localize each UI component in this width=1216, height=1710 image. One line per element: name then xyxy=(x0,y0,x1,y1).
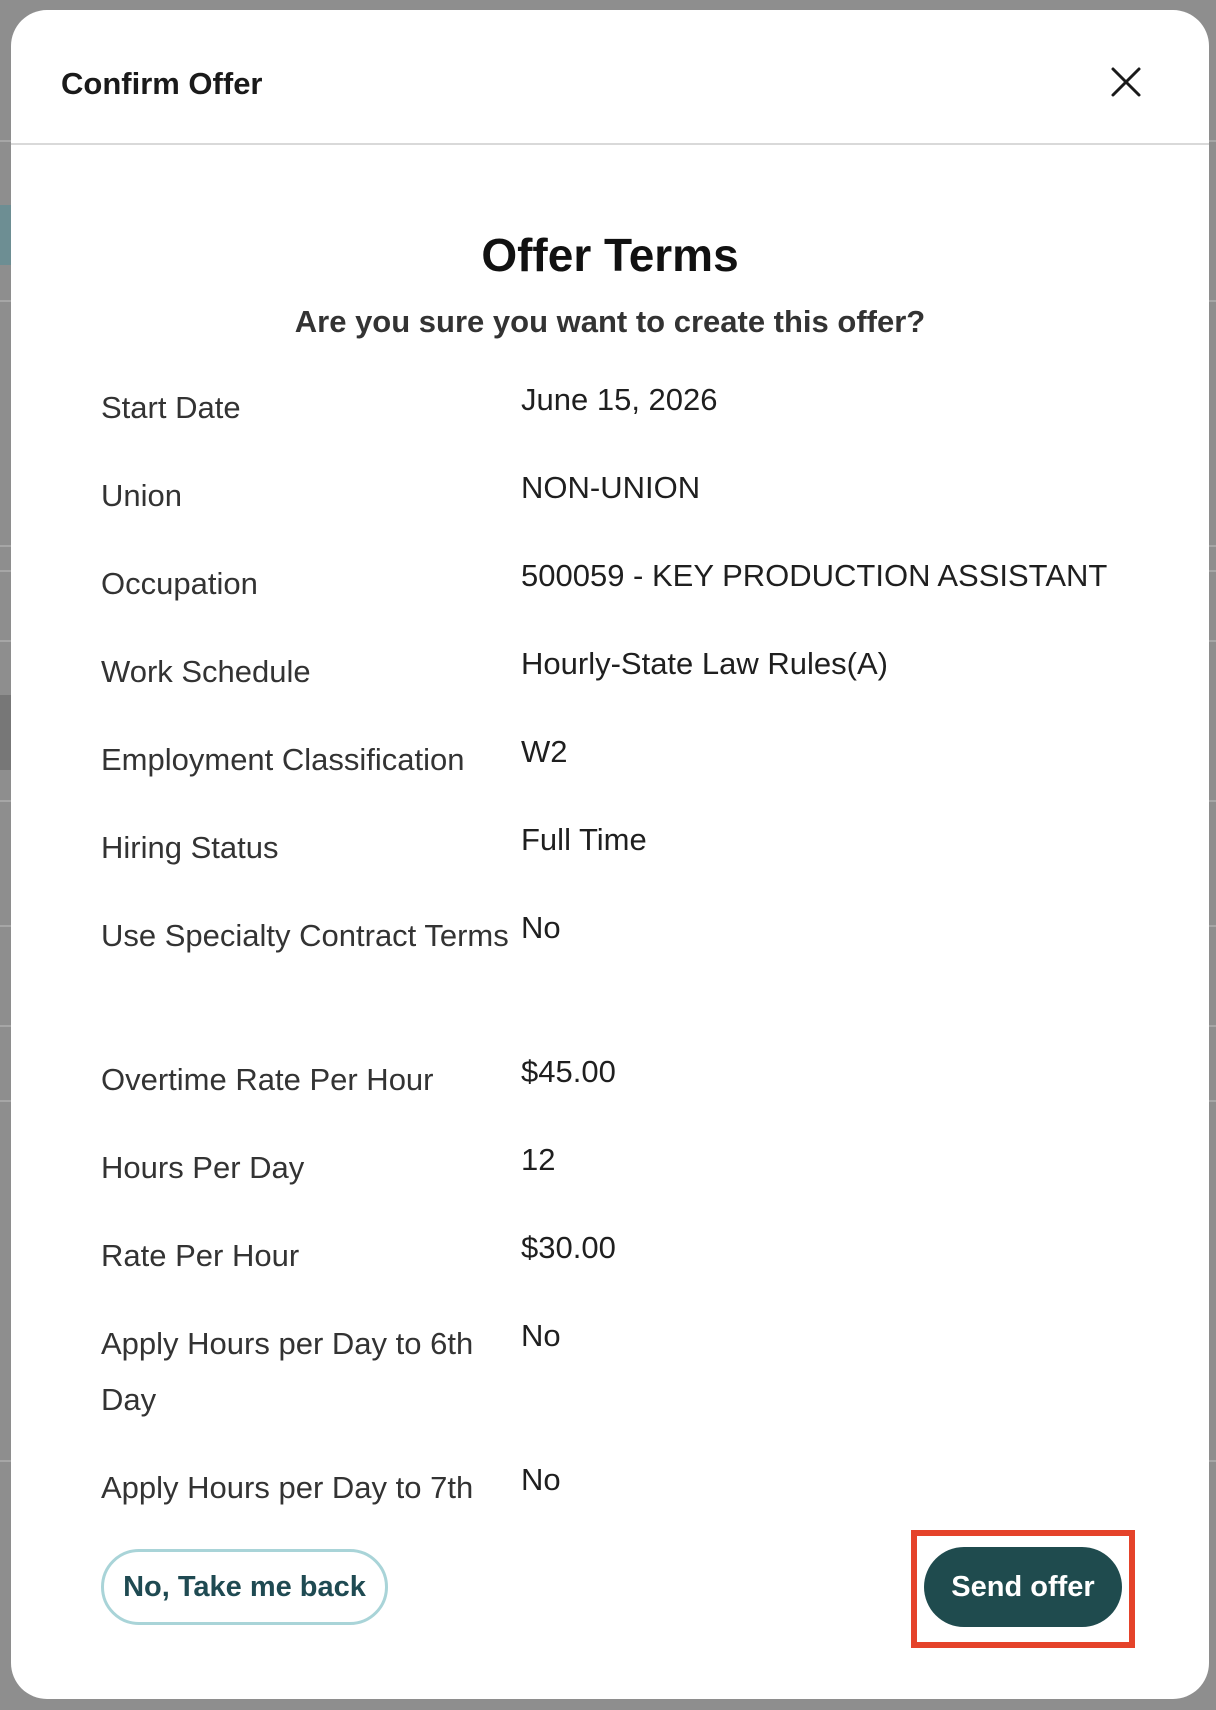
term-label-start-date: Start Date xyxy=(101,390,241,425)
term-label-work-schedule: Work Schedule xyxy=(101,654,311,689)
offer-terms-heading: Offer Terms xyxy=(481,229,739,281)
close-button[interactable] xyxy=(1106,62,1146,102)
term-value-seventh-day: No xyxy=(521,1462,561,1497)
take-me-back-button[interactable]: No, Take me back xyxy=(101,1549,388,1625)
term-label-hours-per-day: Hours Per Day xyxy=(101,1150,305,1185)
close-icon xyxy=(1106,62,1146,102)
term-value-sixth-day: No xyxy=(521,1318,561,1353)
confirm-offer-modal xyxy=(11,10,1209,1699)
term-label-seventh-day: Apply Hours per Day to 7th xyxy=(101,1470,474,1505)
term-label-overtime-rate: Overtime Rate Per Hour xyxy=(101,1062,434,1097)
term-value-overtime-rate: $45.00 xyxy=(521,1054,616,1089)
term-value-work-schedule: Hourly-State Law Rules(A) xyxy=(521,646,888,681)
modal-header xyxy=(11,10,1209,145)
term-value-start-date: June 15, 2026 xyxy=(521,382,718,417)
confirmation-question: Are you sure you want to create this offer? xyxy=(294,304,926,339)
term-label-specialty-contract: Use Specialty Contract Terms xyxy=(101,918,509,953)
term-label-sixth-day: Apply Hours per Day to 6th Day xyxy=(101,1326,474,1417)
term-label-employment-classification: Employment Classification xyxy=(101,742,465,777)
term-value-union: NON-UNION xyxy=(521,470,701,505)
term-label-union: Union xyxy=(101,478,182,513)
send-offer-button[interactable]: Send offer xyxy=(924,1547,1122,1627)
term-value-employment-classification: W2 xyxy=(521,734,568,769)
term-value-occupation: 500059 - KEY PRODUCTION ASSISTANT xyxy=(521,558,1108,593)
term-value-specialty-contract: No xyxy=(521,910,561,945)
term-label-hiring-status: Hiring Status xyxy=(101,830,279,865)
term-label-rate-per-hour: Rate Per Hour xyxy=(101,1238,300,1273)
term-label-occupation: Occupation xyxy=(101,566,258,601)
term-value-hours-per-day: 12 xyxy=(521,1142,556,1177)
modal-title: Confirm Offer xyxy=(61,66,263,101)
term-value-hiring-status: Full Time xyxy=(521,822,647,857)
term-value-rate-per-hour: $30.00 xyxy=(521,1230,616,1265)
